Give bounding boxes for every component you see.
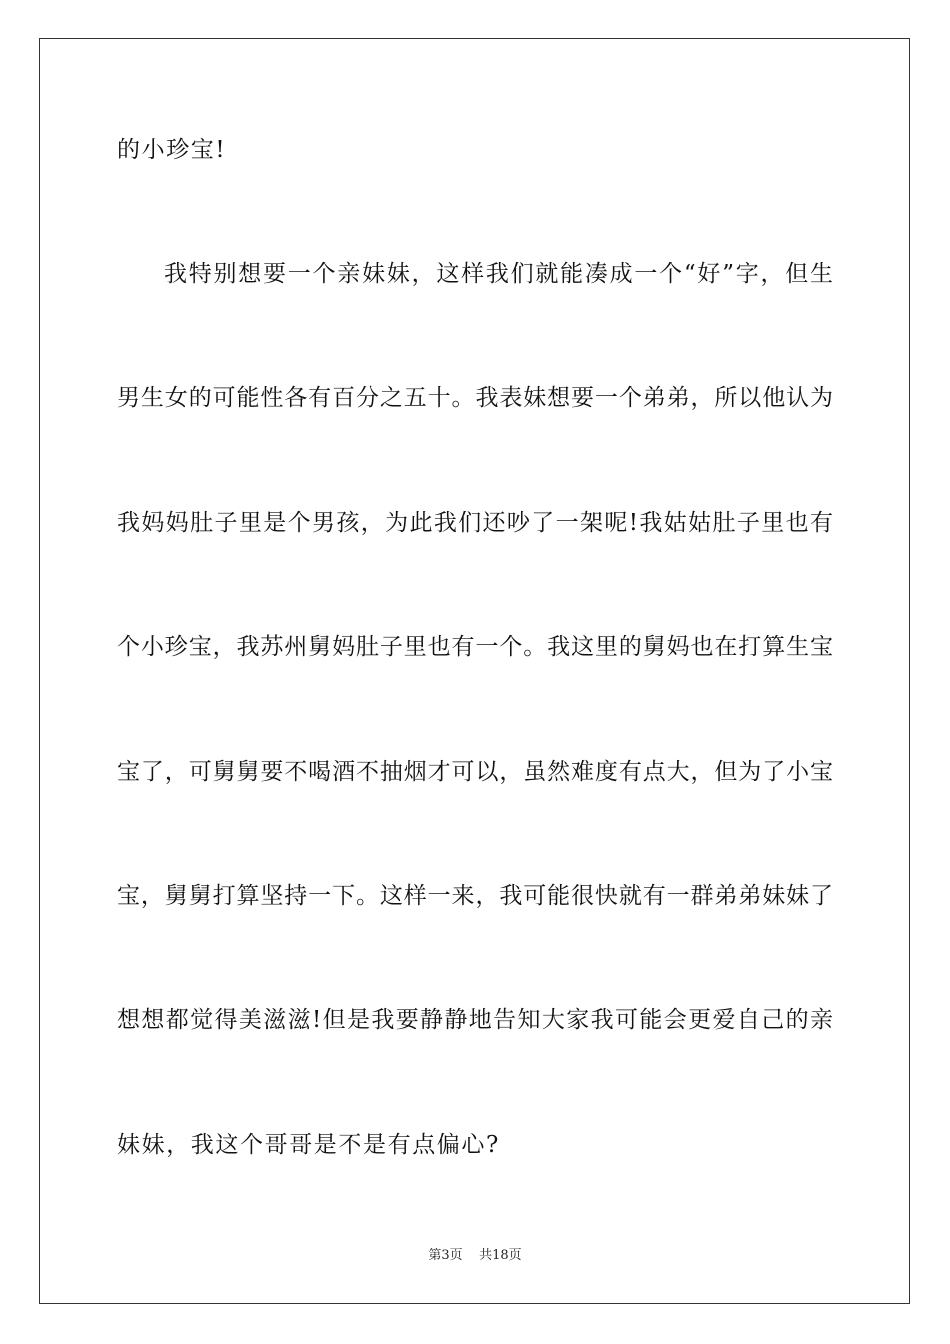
text-line-9: 妹妹，我这个哥哥是不是有点偏心? [117, 1132, 500, 1158]
text-line-5: 个小珍宝，我苏州舅妈肚子里也有一个。我这里的舅妈也在打算生宝 [117, 634, 833, 660]
text-line-6: 宝了，可舅舅要不喝酒不抽烟才可以，虽然难度有点大，但为了小宝 [117, 759, 833, 785]
text-line-2: 我特别想要一个亲妹妹，这样我们就能凑成一个“好”字，但生 [164, 261, 833, 287]
text-line-8: 想想都觉得美滋滋!但是我要静静地告知大家我可能会更爱自己的亲 [117, 1007, 833, 1033]
text-line-7: 宝，舅舅打算坚持一下。这样一来，我可能很快就有一群弟弟妹妹了 [117, 883, 833, 909]
page-border [39, 38, 910, 1304]
page-number-footer: 第3页 共18页 [428, 1248, 522, 1263]
text-line-3: 男生女的可能性各有百分之五十。我表妹想要一个弟弟，所以他认为 [117, 385, 833, 411]
text-line-1: 的小珍宝! [117, 137, 227, 163]
text-line-4: 我妈妈肚子里是个男孩，为此我们还吵了一架呢!我姑姑肚子里也有 [117, 510, 833, 536]
